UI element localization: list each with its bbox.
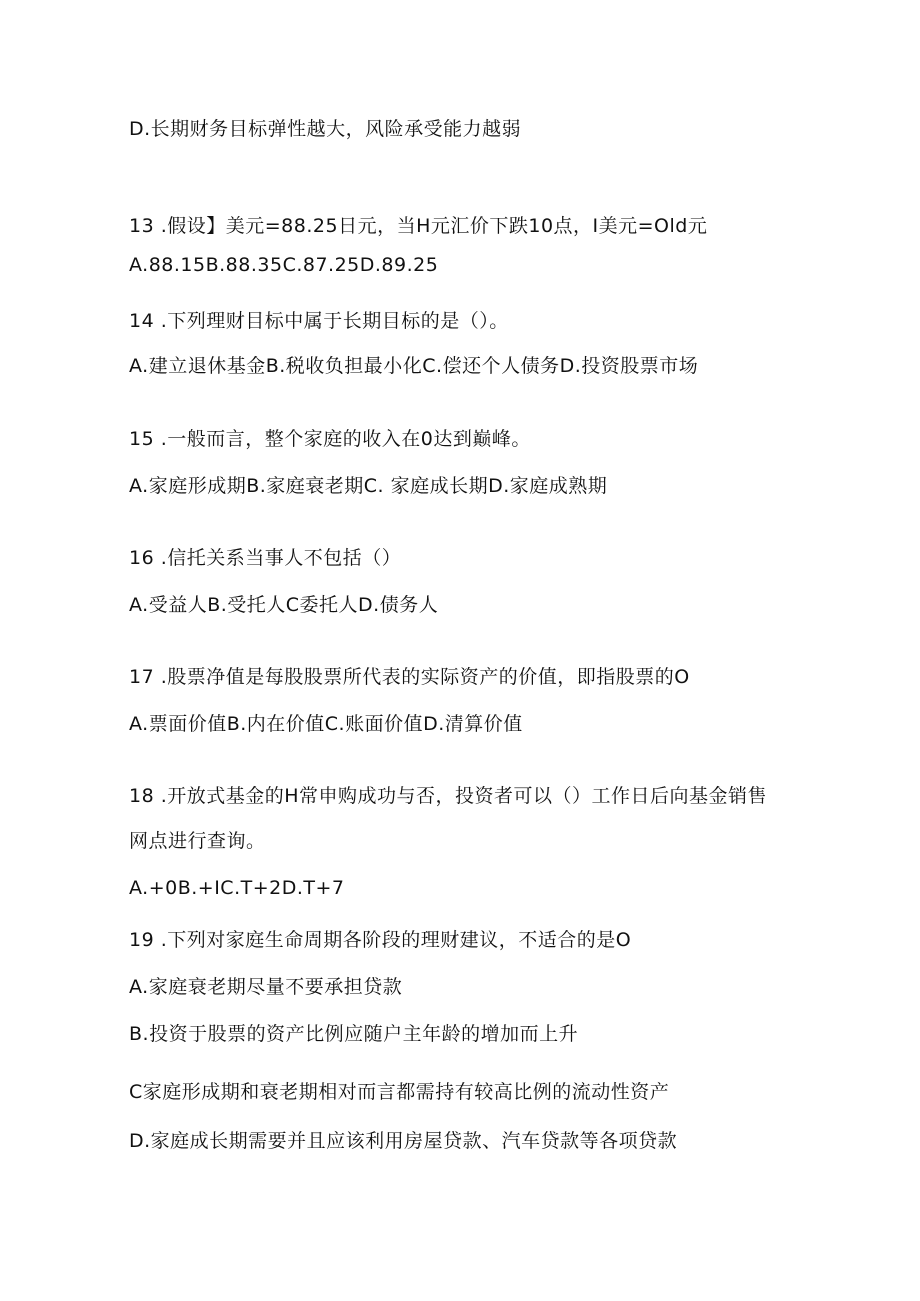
q12-option-d: D.长期财务目标弹性越大，风险承受能力越弱 <box>129 118 522 140</box>
q18-options: A.+0B.+IC.T+2D.T+7 <box>129 877 345 899</box>
q18-question-cont: 网点进行查询。 <box>129 830 266 852</box>
q19-question: 19 .下列对家庭生命周期各阶段的理财建议，不适合的是O <box>129 929 632 951</box>
q15-question: 15 .一般而言，整个家庭的收入在0达到巅峰。 <box>129 428 531 450</box>
q14-question: 14 .下列理财目标中属于长期目标的是（）。 <box>129 310 509 332</box>
q18-question: 18 .开放式基金的H常申购成功与否，投资者可以（）工作日后向基金销售 <box>129 785 768 807</box>
q14-options: A.建立退休基金B.税收负担最小化C.偿还个人债务D.投资股票市场 <box>129 355 699 377</box>
q17-options: A.票面价值B.内在价值C.账面价值D.清算价值 <box>129 713 523 735</box>
q15-options: A.家庭形成期B.家庭衰老期C. 家庭成长期D.家庭成熟期 <box>129 475 608 497</box>
q16-options: A.受益人B.受托人C委托人D.债务人 <box>129 594 439 616</box>
q19-option-b: B.投资于股票的资产比例应随户主年龄的增加而上升 <box>129 1023 579 1045</box>
q16-question: 16 .信托关系当事人不包括（） <box>129 547 402 569</box>
q19-option-c: C家庭形成期和衰老期相对而言都需持有较高比例的流动性资产 <box>129 1081 670 1103</box>
q13-question: 13 .假设】美元=88.25日元，当H元汇价下跌10点，I美元=Old元 <box>129 215 708 237</box>
q17-question: 17 .股票净值是每股股票所代表的实际资产的价值，即指股票的O <box>129 666 690 688</box>
q19-option-a: A.家庭衰老期尽量不要承担贷款 <box>129 976 403 998</box>
q13-options: A.88.15B.88.35C.87.25D.89.25 <box>129 254 439 276</box>
q19-option-d: D.家庭成长期需要并且应该利用房屋贷款、汽车贷款等各项贷款 <box>129 1130 678 1152</box>
